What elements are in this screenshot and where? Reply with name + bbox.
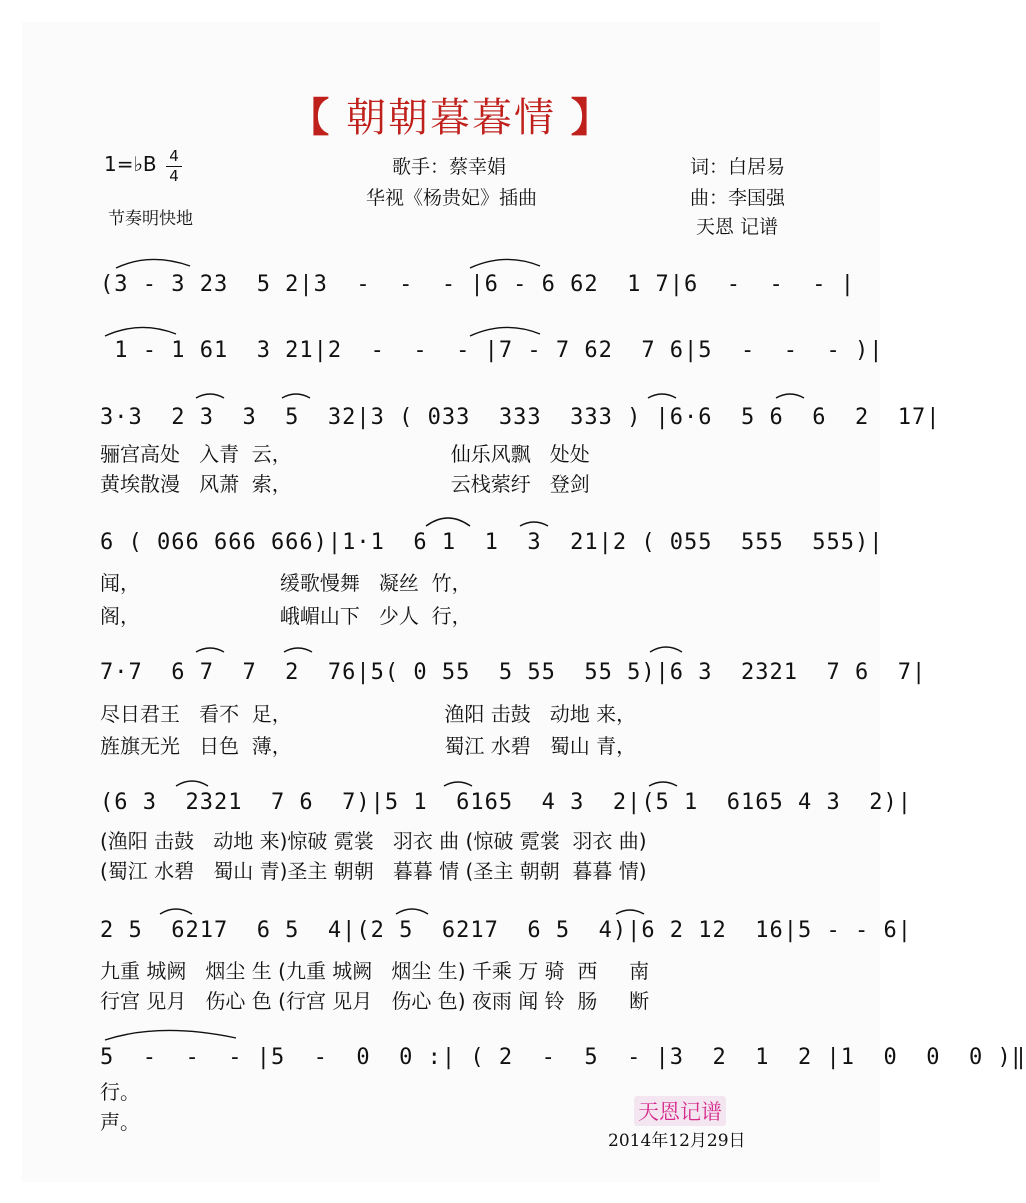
composer: 曲：李国强 [690, 187, 786, 209]
singer: 歌手：蔡幸娟 [392, 156, 507, 178]
lyrics-row-8-verse-1: 行。 [100, 1080, 140, 1104]
notation-row-1: (3 - 3 23 5 2|3 - - - |6 - 6 62 1 7|6 - - - | [100, 272, 855, 297]
title-bracket-left: 【 [289, 95, 332, 141]
lyrics-row-3-verse-1: 骊宫高处 入青 云， 仙乐风飘 处处 [100, 442, 590, 466]
notation-row-6: (6 3 2321 7 6 7)|5 1 6165 4 3 2|(5 1 6165 4 3 2)| [100, 790, 912, 815]
lyrics-row-6-verse-1: (渔阳 击鼓 动地 来)惊破 霓裳 羽衣 曲 (惊破 霓裳 羽衣 曲) [100, 829, 647, 853]
lyrics-row-7-verse-2: 行宫 见月 伤心 色 (行宫 见月 伤心 色) 夜雨 闻 铃 肠 断 [100, 989, 650, 1013]
song-title [0, 86, 902, 143]
lyricist: 词：白居易 [690, 156, 786, 178]
time-bottom: 4 [169, 167, 179, 185]
notation-row-2: 1 - 1 61 3 21|2 - - - |7 - 7 62 7 6|5 - - - )| [100, 338, 884, 363]
notation-row-5: 7·7 6 7 7 2 76|5( 0 55 5 55 55 5)|6 3 2321 7 6 7| [100, 660, 927, 685]
tempo-marking: 节奏明快地 [108, 209, 193, 229]
lyrics-row-5-verse-2: 旌旗无光 日色 薄， 蜀江 水碧 蜀山 青， [100, 734, 637, 758]
transcription-date: 2014年12月29日 [608, 1131, 746, 1151]
notation-row-8: 5 - - - |5 - 0 0 :| ( 2 - 5 - |3 2 1 2 |1 0 0 0 )‖ [100, 1045, 1026, 1070]
notation-row-7: 2 5 6217 6 5 4|(2 5 6217 6 5 4)|6 2 12 16|5 - - 6| [100, 918, 912, 943]
transcriber: 天恩 记谱 [696, 216, 779, 238]
lyrics-row-7-verse-1: 九重 城阙 烟尘 生 (九重 城阙 烟尘 生) 千乘 万 骑 西 南 [100, 959, 650, 983]
key-label: 1= [104, 152, 134, 176]
notation-row-3: 3·3 2 3 3 5 32|3 ( 033 333 333 ) |6·6 5 6 6 2 17| [100, 405, 941, 430]
lyrics-row-6-verse-2: (蜀江 水碧 蜀山 青)圣主 朝朝 暮暮 情 (圣主 朝朝 暮暮 情) [100, 859, 647, 883]
time-top: 4 [169, 147, 179, 165]
title-text: 朝朝暮暮情 [346, 95, 556, 141]
source: 华视《杨贵妃》插曲 [366, 187, 538, 209]
notation-row-4: 6 ( 066 666 666)|1·1 6 1 1 3 21|2 ( 055 555 555)| [100, 530, 884, 555]
lyrics-row-5-verse-1: 尽日君王 看不 足， 渔阳 击鼓 动地 来， [100, 702, 637, 726]
transcriber-watermark: 天恩记谱 [634, 1096, 726, 1126]
key-value: ♭B [133, 152, 157, 176]
title-bracket-right: 】 [570, 95, 613, 141]
time-signature [166, 148, 182, 185]
key-signature [104, 152, 157, 176]
lyrics-row-4-verse-1: 闻， 缓歌慢舞 凝丝 竹， [100, 571, 472, 595]
lyrics-row-3-verse-2: 黄埃散漫 风萧 索， 云栈萦纡 登剑 [100, 472, 590, 496]
lyrics-row-4-verse-2: 阁， 峨嵋山下 少人 行， [100, 604, 472, 628]
lyrics-row-8-verse-2: 声。 [100, 1110, 140, 1134]
